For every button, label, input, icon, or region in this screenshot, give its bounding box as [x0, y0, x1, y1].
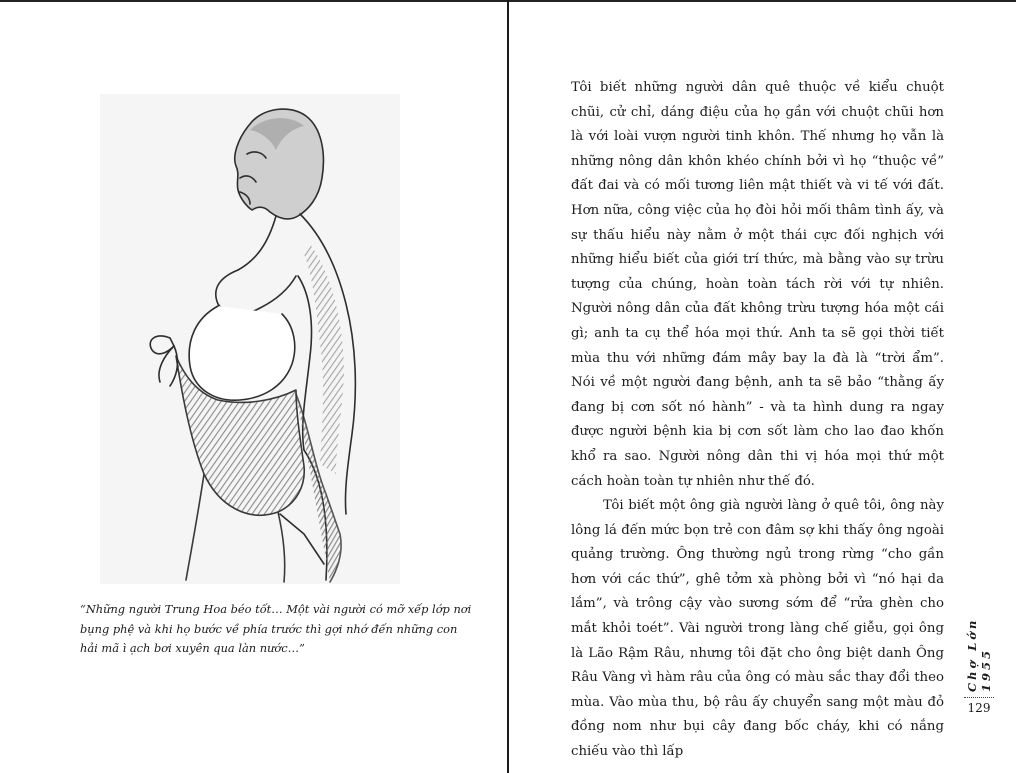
- body-text: [571, 76, 944, 765]
- man-sketch-illustration: [100, 94, 400, 584]
- paragraph: Tôi biết một ông già người làng ở quê tôi, ông này lông lá đến mức bọn trẻ con đâm sợ khi thấy ông ngoài quảng trường. Ông thường ngủ trong rừng “cho gần hơn với các thứ”, ghê tởm xà phòng bởi vì “nó hại da lắm”, và trông cậy vào sương sớm để “rửa ghèn cho mắt khỏi toét”. Vài người trong làng chế giễu, gọi ông là Lão Rậm Râu, nhưng tôi đặt cho ông biệt danh Ông Râu Vàng vì hàm râu của ông có màu sắc thay đổi theo mùa. Vào mùa thu, bộ râu ấy chuyển sang một màu đỏ đồng nom như bụi cây đang bốc cháy, khi có nắng chiếu vào thì lấp: [571, 498, 944, 760]
- illustration-caption: “Những người Trung Hoa béo tốt… Một vài người có mỡ xếp lớp nơi bụng phệ và khi họ bước về phía trước thì gợi nhớ đến những con hải mã ì ạch bơi xuyên qua làn nước…”: [80, 602, 472, 656]
- folio-divider: [964, 697, 994, 698]
- page-number: 129: [967, 701, 991, 715]
- left-page: [0, 2, 507, 773]
- paragraph: Tôi biết những người dân quê thuộc về kiểu chuột chũi, cử chỉ, dáng điệu của họ gần với chuột chũi hơn là với loài vượn người tinh khôn. Thế nhưng họ vẫn là những nông dân khôn khéo chính bởi vì họ “thuộc về” đất đai và có mối tương liên mật thiết và vi tế với đất. Hơn nữa, công việc của họ đòi hỏi mối thâm tình ấy, và sự thấu hiểu này nằm ở một thái cực đối nghịch với những hiểu biết của giới trí thức, mà bằng vào sự trừu tượng của chúng, hoàn toàn tách rời với tự nhiên. Người nông dân của đất không trừu tượng hóa một cái gì; anh ta cụ thể hóa mọi thứ. Anh ta sẽ gọi thời tiết mùa thu với những đám mây bay la đà là “trời ẩm”. Nói về một người đang bệnh, anh ta sẽ bảo “thằng ấy đang bị cơn sốt nó hành” - và ta hình dung ra ngay được người bệnh kia bị cơn sốt làm cho lao đao khốn khổ ra sao. Người nông dân thi vị hóa mọi thứ một cách hoàn toàn tự nhiên như thế đó.: [571, 80, 944, 489]
- right-page: [509, 2, 1016, 773]
- running-head-chapter-title: Chợ Lớn 1955: [965, 617, 993, 692]
